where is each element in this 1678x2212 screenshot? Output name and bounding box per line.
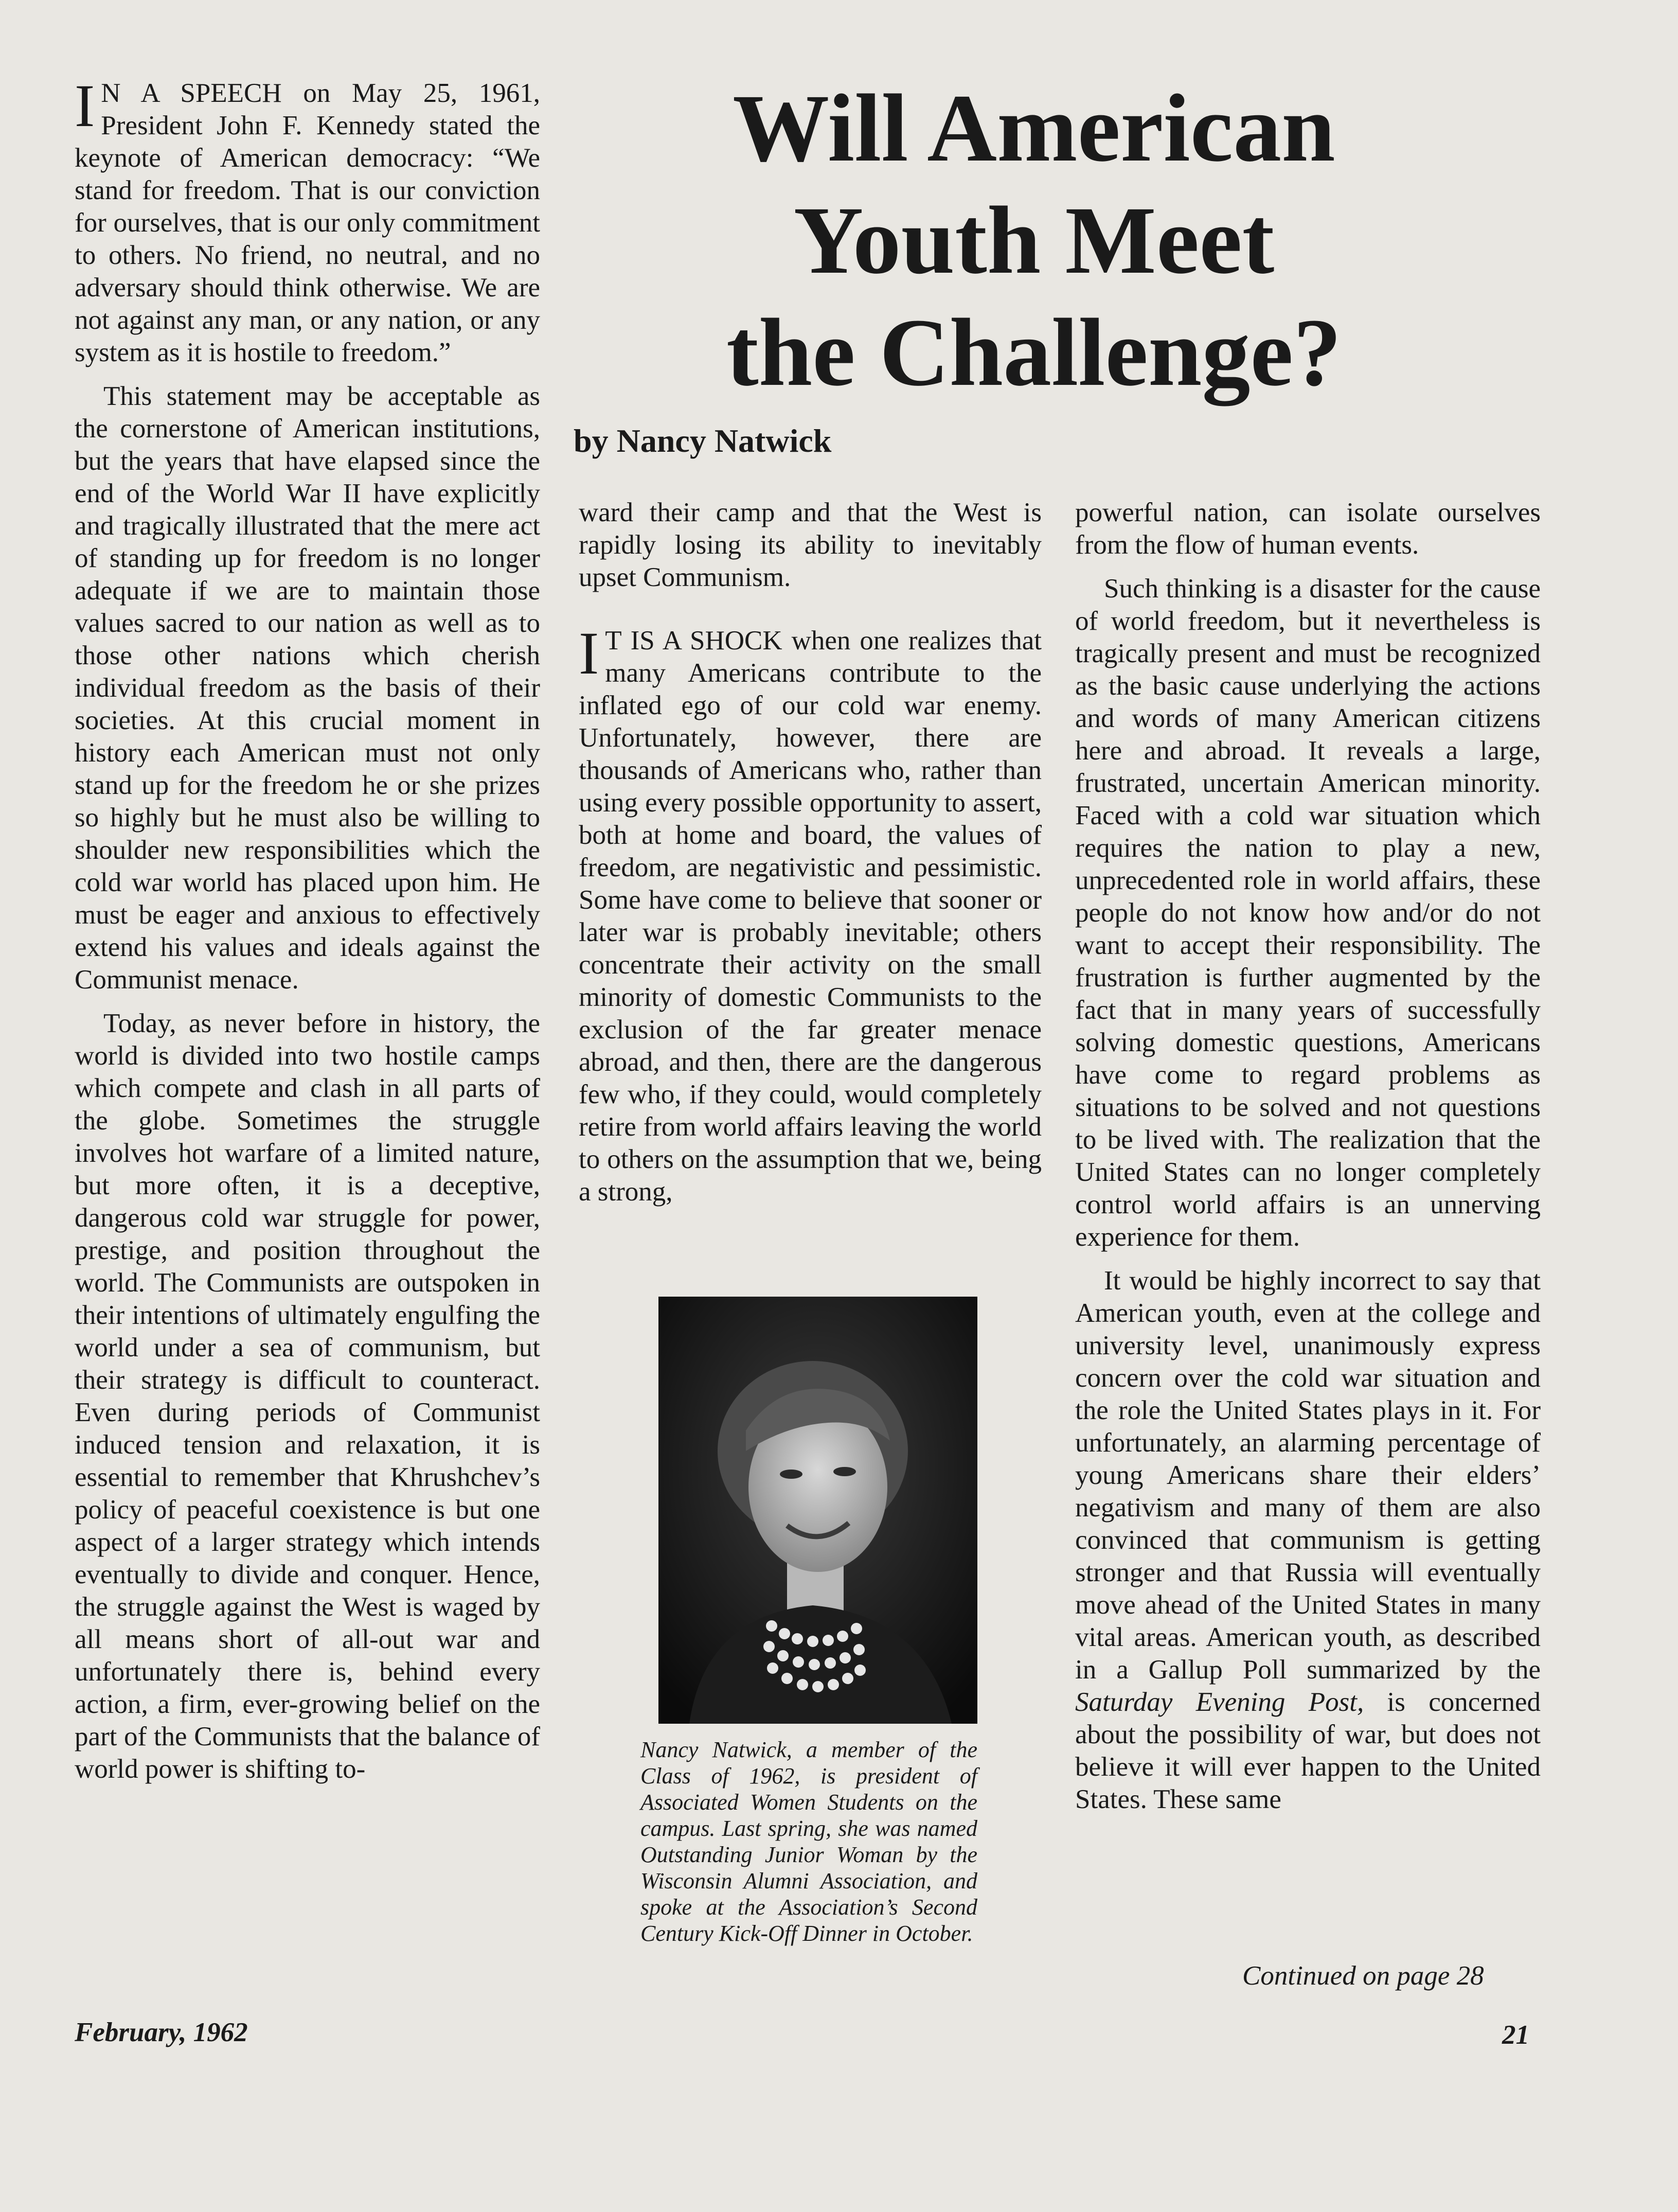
title-line-3: the Challenge? bbox=[726, 298, 1342, 406]
photo-caption: Nancy Natwick, a member of the Class of 1962, is president of Associated Women Students on the campus. Last spring, she was named Outstanding Junior Woman by the Wisconsin Alumni Association, and spoke at the Association’s Second Century Kick-Off Dinner in October. bbox=[640, 1737, 977, 1946]
paragraph-text: is concerned about the possibility of war, but does not believe it will ever happen to the United States. These same bbox=[1075, 1687, 1541, 1814]
drop-cap: I bbox=[579, 620, 599, 687]
publication-name: Saturday Evening Post, bbox=[1075, 1687, 1364, 1717]
continued-note: Continued on page 28 bbox=[1242, 1961, 1484, 1991]
paragraph: Such thinking is a disaster for the cause of world freedom, but it nevertheless is tragically present and must be recognized as the basic cause underlying the actions and words of many American citizens here and abroad. It reveals a large, frustrated, uncertain American minority. Faced with a cold war situation which requires the nation to play a new, unprecedented role in world affairs, these people do not know how and/or do not want to accept their responsibility. The frustration is further augmented by the fact that in many years of successfully solving domestic questions, Americans have come to regard problems as situations to be solved and not questions to be lived with. The realization that the United States can no longer completely control world affairs is an unnerving experience for them. bbox=[1075, 574, 1541, 1252]
title-line-1: Will American bbox=[733, 74, 1335, 182]
drop-cap: I bbox=[75, 72, 95, 139]
author-portrait-photo bbox=[658, 1297, 977, 1724]
issue-date: February, 1962 bbox=[75, 2018, 248, 2047]
paragraph: This statement may be acceptable as the cornerstone of American institutions, but the years that have elapsed since the end of the World War II have explicitly and tragically illustrated that the mere act of standing up for freedom is no longer adequate if we are to maintain those values sacred to our nation as well as to those other nations which cherish individual freedom as the basis of their societies. At this crucial moment in history each American must not only stand up for the freedom he or she prizes so highly but he must also be willing to shoulder new responsibilities which the cold war world has placed upon him. He must be eager and anxious to effectively extend his values and ideals against the Communist menace. bbox=[75, 381, 540, 995]
paragraph-text: It would be highly incorrect to say that American youth, even at the college and university level, unanimously express concern over the cold war situation and the role the United States plays in it. For unfortunately, an alarming percentage of young Americans share their elders’ negativism and many of them are also convinced that communism is getting stronger and that Russia will eventually move ahead of the United States in many vital areas. American youth, as described in a Gallup Poll summarized by the bbox=[1075, 1266, 1541, 1685]
paragraph-text: T IS A SHOCK when one realizes that many Americans contribute to the inflated ego of our cold war enemy. Unfortunately, however, there are thousands of Americans who, rather than using every possible opportunity to assert, both at home and board, the values of freedom, are negativistic and pessimistic. Some have come to believe that sooner or later war is probably inevitable; others concentrate their activity on the small minority of domestic Communists to the exclusion of the far greater menace abroad, and then, there are the dangerous few who, if they could, would completely retire from world affairs leaving the world to others on the assumption that we, being a strong, bbox=[579, 626, 1042, 1207]
paragraph-text: N A SPEECH on May 25, 1961, President John F. Kennedy stated the keynote of American democracy: “We stand for freedom. That is our conviction for ourselves, that is our only commitment to others. No friend, no neutral, and no adversary should think otherwise. We are not against any man, or any nation, or any system as it is hostile to freedom.” bbox=[75, 78, 540, 367]
article-title bbox=[684, 72, 1384, 409]
paragraph: powerful nation, can isolate ourselves from the flow of human events. bbox=[1075, 498, 1541, 560]
portrait-illustration bbox=[658, 1297, 977, 1724]
paragraph: ward their camp and that the West is rapidly losing its ability to inevitably upset Communism. bbox=[579, 498, 1042, 592]
byline: by Nancy Natwick bbox=[574, 422, 832, 459]
paragraph bbox=[75, 72, 540, 369]
column-1 bbox=[75, 72, 540, 1785]
paragraph bbox=[1075, 1265, 1541, 1816]
paragraph: Today, as never before in history, the world is divided into two hostile camps which compete and clash in all parts of the globe. Sometimes the struggle involves hot warfare of a limited nature, but more often, it is a deceptive, dangerous cold war struggle for power, prestige, and position throughout the world. The Communists are outspoken in their intentions of ultimately engulfing the world under a sea of communism, but their strategy is difficult to counteract. Even during periods of Communist induced tension and relaxation, it is essential to remember that Khrushchev’s policy of peaceful coexistence is but one aspect of a larger strategy which intends eventually to divide and conquer. Hence, the struggle against the West is waged by all means short of all-out war and unfortunately there is, behind every action, a firm, ever-growing belief on the part of the Communists that the balance of world power is shifting to- bbox=[75, 1008, 540, 1784]
column-2 bbox=[579, 497, 1042, 1208]
paragraph bbox=[579, 620, 1042, 1208]
column-3 bbox=[1075, 497, 1541, 1816]
title-line-2: Youth Meet bbox=[793, 186, 1275, 294]
page-number: 21 bbox=[1502, 2020, 1529, 2050]
